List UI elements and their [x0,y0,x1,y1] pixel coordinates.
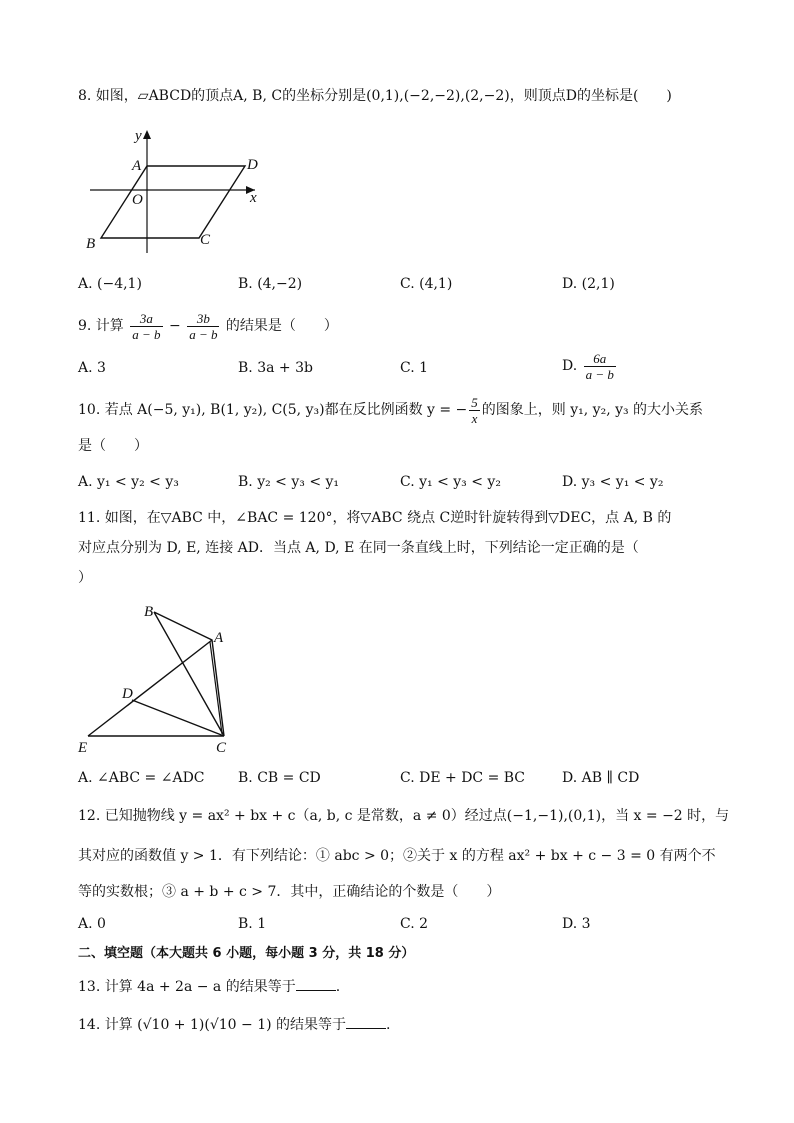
q12-option-b[interactable]: B. 1 [238,916,267,932]
q11-label-A: A [214,630,224,646]
q12-stem-line2: 其对应的函数值 y > 1．有下列结论：① abc > 0；②关于 x 的方程 ax² + bx + c − 3 = 0 有两个不 [78,848,716,864]
q8-label-A: A [132,158,142,174]
q9-option-d-fraction: $\frac{6a}{a - b}$ [585,350,614,382]
q11-option-d[interactable]: D. AB ∥ CD [562,770,640,786]
q10-option-c[interactable]: C. y₁ < y₃ < y₂ [400,474,501,490]
q11-rotation-figure [74,598,244,756]
q8-label-B: B [86,236,96,252]
q11-stem-line2: 对应点分别为 D, E, 连接 AD．当点 A, D, E 在同一条直线上时，下列结论一定正确的是（ [78,540,639,556]
q11-stem-line3: ） [78,570,92,586]
q11-label-C: C [216,740,227,756]
q10-stem-line1: 10. 若点 A(−5, y₁), B(1, y₂), C(5, y₃)都在反比例函数 y = − $\frac{5}{x}$ 的图象上，则 y₁, y₂, y₃ 的大小关系 [78,394,704,426]
q9-option-d[interactable]: D. $\frac{6a}{a - b}$ [562,350,614,382]
q9-option-b[interactable]: B. 3a + 3b [238,360,313,376]
q12-stem-line1: 12. 已知抛物线 y = ax² + bx + c（a, b, c 是常数，a ≠ 0）经过点(−1,−1),(0,1)，当 x = −2 时，与 [78,808,730,824]
q10-option-a[interactable]: A. y₁ < y₂ < y₃ [78,474,179,490]
q10-option-b[interactable]: B. y₂ < y₃ < y₁ [238,474,340,490]
q11-label-E: E [78,740,88,756]
q11-label-D: D [122,686,133,702]
q12-stem-line3: 等的实数根；③ a + b + c > 7．其中，正确结论的个数是（ ） [78,884,501,900]
q11-option-c[interactable]: C. DE + DC = BC [400,770,526,786]
q8-option-b[interactable]: B. (4,−2) [238,276,303,292]
q11-option-b[interactable]: B. CB = CD [238,770,321,786]
q8-option-d[interactable]: D. (2,1) [562,276,615,292]
q9-option-c[interactable]: C. 1 [400,360,429,376]
q9-stem: 9. 计算 $\frac{3a}{a - b}$ − $\frac{3b}{a - b}$ 的结果是（ ） [78,310,338,342]
q9-fraction-2: $\frac{3b}{a - b}$ [189,310,218,342]
q9-fraction-1: $\frac{3a}{a - b}$ [132,310,161,342]
q8-label-C: C [200,232,211,248]
q13-stem: 13. 计算 4a + 2a − a 的结果等于 . [78,976,340,997]
q10-stem-line2: 是（ ） [78,438,148,454]
q10-option-d[interactable]: D. y₃ < y₁ < y₂ [562,474,664,490]
q11-label-B: B [144,604,154,620]
q11-option-a[interactable]: A. ∠ABC = ∠ADC [78,770,205,786]
q14-answer-blank[interactable] [346,1014,386,1029]
q10-fraction: $\frac{5}{x}$ [471,394,478,426]
q12-option-a[interactable]: A. 0 [78,916,106,932]
q8-stem: 8. 如图，▱ABCD的顶点A, B, C的坐标分别是(0,1),(−2,−2),(2,−2)，则顶点D的坐标是( ) [78,88,672,104]
section-2-heading: 二、填空题（本大题共 6 小题，每小题 3 分，共 18 分） [78,946,415,961]
q9-option-a[interactable]: A. 3 [78,360,106,376]
q11-stem-line1: 11. 如图，在▽ABC 中，∠BAC = 120°，将▽ABC 绕点 C逆时针旋转得到▽DEC，点 A, B 的 [78,510,672,526]
q12-option-d[interactable]: D. 3 [562,916,591,932]
q8-option-a[interactable]: A. (−4,1) [78,276,142,292]
q14-stem: 14. 计算 (√10 + 1)(√10 − 1) 的结果等于 . [78,1014,390,1035]
q8-label-D: D [247,157,258,173]
q8-parallelogram-figure [80,126,270,256]
q13-answer-blank[interactable] [296,976,336,991]
q8-label-O: O [132,192,143,208]
q8-label-x: x [250,190,257,206]
q8-label-y: y [135,128,142,144]
q8-option-c[interactable]: C. (4,1) [400,276,453,292]
q12-option-c[interactable]: C. 2 [400,916,429,932]
